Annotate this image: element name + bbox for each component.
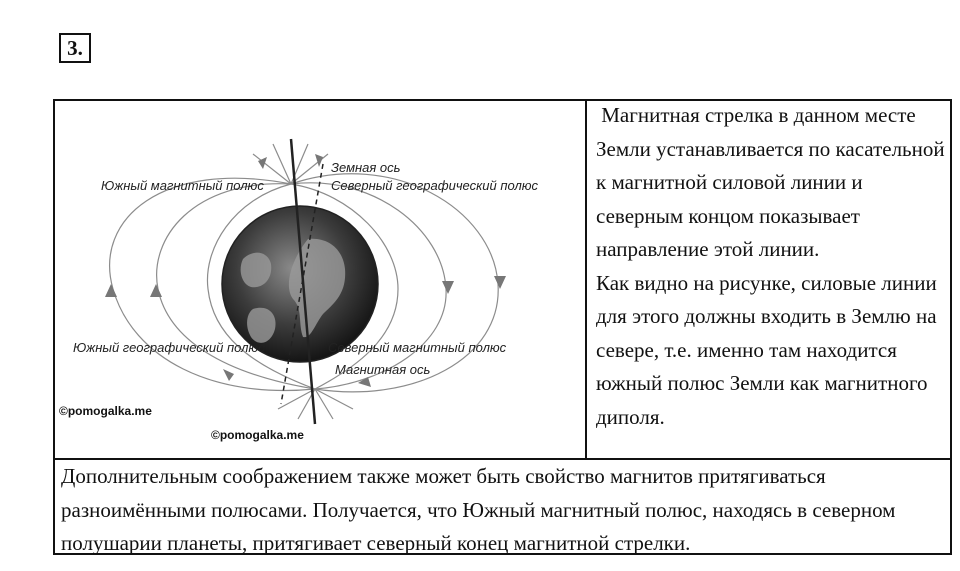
explanation-bottom: Дополнительным соображением также может быть свойство магнитов притягиваться разноимёнными полюсами. Получается, что Южный магнитный полюс, находясь в северном полушарии планеты, притягивает северный конец магнитной стрелки. bbox=[61, 464, 896, 555]
magnetic-field-figure bbox=[53, 99, 587, 460]
watermark: ©pomogalka.me bbox=[59, 404, 152, 418]
watermark: ©pomogalka.me bbox=[211, 428, 304, 442]
label-south-geographic-pole: Южный географический полюс bbox=[73, 340, 265, 355]
label-magnetic-axis: Магнитная ось bbox=[335, 362, 431, 377]
label-south-magnetic-pole: Южный магнитный полюс bbox=[101, 178, 264, 193]
label-north-magnetic-pole: Северный магнитный полюс bbox=[328, 340, 507, 355]
label-north-geographic-pole: Северный географический полюс bbox=[331, 178, 539, 193]
paragraph: Магнитная стрелка в данном месте Земли устанавливается по касательной к магнитной силовой линии и северным концом показывает направление этой линии. bbox=[596, 103, 950, 261]
figure-cell bbox=[53, 99, 587, 460]
label-earth-axis: Земная ось bbox=[331, 160, 401, 175]
explanation-right bbox=[596, 99, 948, 434]
paragraph: Как видно на рисунке, силовые линии для этого должны входить в Землю на севере, т.е. именно там находится южный полюс Земли как магнитного диполя. bbox=[596, 270, 937, 429]
task-number: 3. bbox=[59, 33, 91, 63]
